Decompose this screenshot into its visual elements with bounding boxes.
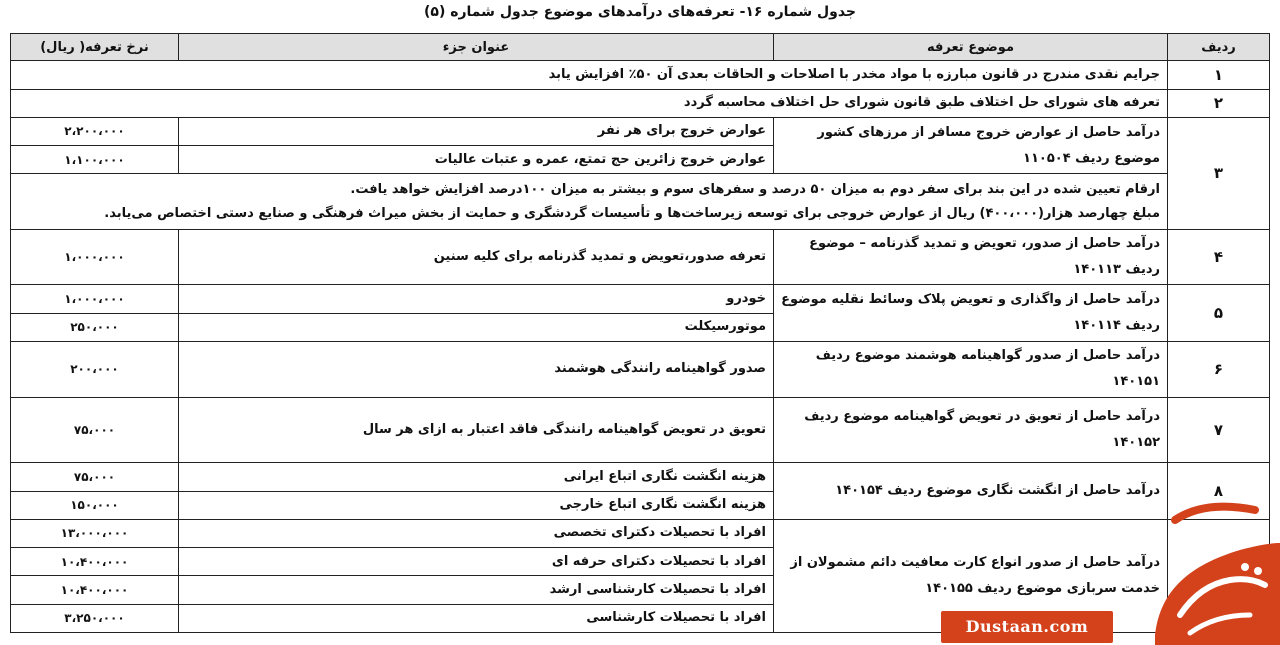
row-rate: ۱۳،۰۰۰،۰۰۰ [11,519,179,547]
row-sub-title: افراد با تحصیلات کارشناسی ارشد [179,576,774,604]
watermark-text: Dustaan.com [941,611,1113,643]
row-number: ۷ [1168,397,1270,463]
row-number: ۴ [1168,229,1270,285]
row-rate: ۱۵۰،۰۰۰ [11,491,179,519]
row-rate: ۲۵۰،۰۰۰ [11,313,179,341]
table-row [11,229,1270,285]
row-sub-title: موتورسیکلت [179,313,774,341]
table-row [11,61,1270,89]
table-row [11,117,1270,145]
table-title: جدول شماره ۱۶- تعرفه‌های درآمدهای موضوع جدول شماره (۵) [423,4,856,20]
row-note-line: ارقام تعیین شده در این بند برای سفر دوم به میزان ۵۰ درصد و سفرهای سوم و بیشتر به میزان ۱۰۰درصد افزایش خواهد یافت. [350,181,1160,197]
row-subject: درآمد حاصل از انگشت نگاری موضوع ردیف ۱۴۰۱۵۴ [774,463,1168,520]
row-rate: ۱،۰۰۰،۰۰۰ [11,285,179,313]
row-rate: ۱،۰۰۰،۰۰۰ [11,229,179,285]
row-rate: ۲۰۰،۰۰۰ [11,342,179,398]
row-rate: ۷۵،۰۰۰ [11,397,179,463]
row-sub-title: خودرو [179,285,774,313]
table-row [11,285,1270,313]
row-rate: ۱۰،۴۰۰،۰۰۰ [11,548,179,576]
row-rate: ۲،۲۰۰،۰۰۰ [11,117,179,145]
header-rate: نرخ تعرفه( ریال) [11,34,179,61]
row-sub-title: افراد با تحصیلات کارشناسی [179,604,774,632]
table-row [11,342,1270,398]
row-sub-title: هزینه انگشت نگاری اتباع خارجی [179,491,774,519]
table-row [11,463,1270,491]
row-subject: درآمد حاصل از صدور گواهینامه هوشمند موضوع ردیف ۱۴۰۱۵۱ [774,342,1168,398]
row-sub-title: عوارض خروج زائرین حج تمتع، عمره و عتبات عالیات [179,146,774,174]
row-rate: ۷۵،۰۰۰ [11,463,179,491]
header-subject: موضوع تعرفه [774,34,1168,61]
row-number: ۶ [1168,342,1270,398]
row-number: ۵ [1168,285,1270,342]
row-note [11,174,1168,230]
row-sub-title: افراد با تحصیلات دکترای تخصصی [179,519,774,547]
row-note-line: مبلغ چهارصد هزار(۴۰۰،۰۰۰) ریال از عوارض خروجی برای توسعه زیرساخت‌ها و تأسیسات گردشگری و حمایت از بخش میراث فرهنگی و صنایع دستی اختصاص می‌یابد. [104,205,1160,221]
header-row [11,34,1270,61]
table-row [11,397,1270,463]
row-text: جرایم نقدی مندرج در قانون مبارزه با مواد مخدر با اصلاحات و الحاقات بعدی آن ۵۰٪ افزایش یابد [11,61,1168,89]
row-subject: درآمد حاصل از واگذاری و تعویض پلاک وسائط نقلیه موضوع ردیف ۱۴۰۱۱۴ [774,285,1168,342]
row-sub-title: افراد با تحصیلات دکترای حرفه ای [179,548,774,576]
row-number: ۸ [1168,463,1270,520]
row-rate: ۱۰،۴۰۰،۰۰۰ [11,576,179,604]
row-sub-title: تعرفه صدور،تعویض و تمدید گذرنامه برای کلیه سنین [179,229,774,285]
table-row [11,89,1270,117]
row-text: تعرفه های شورای حل اختلاف طبق قانون شورای حل اختلاف محاسبه گردد [11,89,1168,117]
row-number: ۱ [1168,61,1270,89]
row-number: ۳ [1168,117,1270,229]
row-sub-title: هزینه انگشت نگاری اتباع ایرانی [179,463,774,491]
row-number: ۲ [1168,89,1270,117]
row-subject: درآمد حاصل از صدور انواع کارت معافیت دائم مشمولان از خدمت سربازی موضوع ردیف ۱۴۰۱۵۵ [774,519,1168,632]
row-rate: ۱،۱۰۰،۰۰۰ [11,146,179,174]
header-row-number: ردیف [1168,34,1270,61]
row-subject: درآمد حاصل از عوارض خروج مسافر از مرزهای کشور موضوع ردیف ۱۱۰۵۰۴ [774,117,1168,174]
row-rate: ۳،۲۵۰،۰۰۰ [11,604,179,632]
row-subject: درآمد حاصل از صدور، تعویض و تمدید گذرنامه – موضوع ردیف ۱۴۰۱۱۳ [774,229,1168,285]
row-sub-title: عوارض خروج برای هر نفر [179,117,774,145]
row-sub-title: صدور گواهینامه رانندگی هوشمند [179,342,774,398]
table-row [11,174,1270,230]
row-sub-title: تعویق در تعویض گواهینامه رانندگی فاقد اعتبار به ازای هر سال [179,397,774,463]
header-sub-title: عنوان جزء [179,34,774,61]
row-subject: درآمد حاصل از تعویق در تعویض گواهینامه موضوع ردیف ۱۴۰۱۵۲ [774,397,1168,463]
